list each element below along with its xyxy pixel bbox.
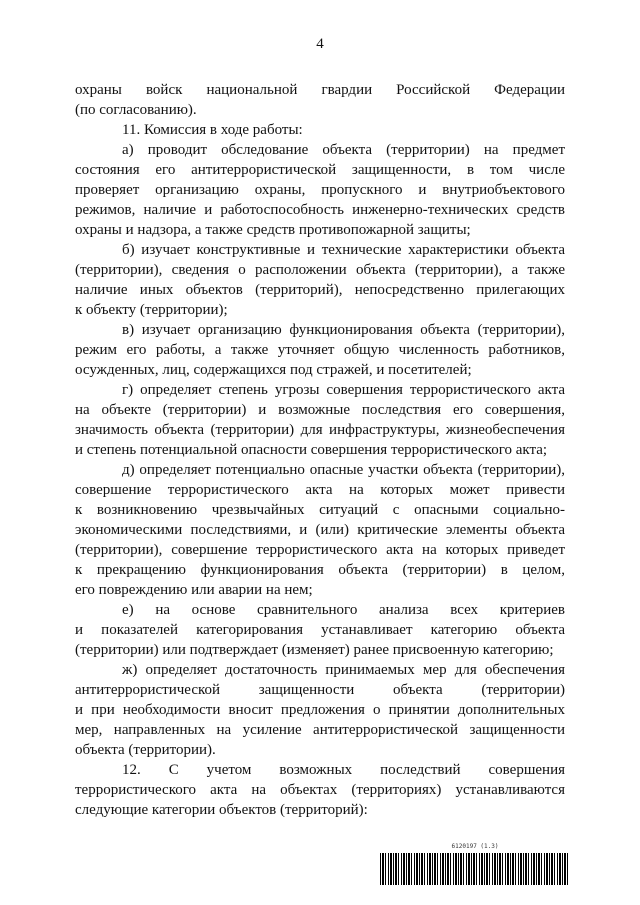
text-line: (территории), сведения о расположении объекта (территории), а также xyxy=(75,262,565,278)
text-line: ж) определяет достаточность принимаемых мер для обеспечения xyxy=(122,662,565,678)
text-line: охраны и надзора, а также средств противопожарной защиты; xyxy=(75,222,471,238)
text-line: и показателей категорирования устанавливает категорию объекта xyxy=(75,622,565,638)
barcode-caption: 6120197 (1.3) xyxy=(451,843,499,850)
text-line: объекта (территории). xyxy=(75,742,216,758)
text-line: проверяет организацию охраны, пропускного и внутриобъектового xyxy=(75,182,565,198)
text-line: мер, направленных на усиление антитеррористической защищенности xyxy=(75,722,565,738)
text-line: (территории), совершение террористического акта на которых приведет xyxy=(75,542,565,558)
text-line: совершение террористического акта на которых может привести xyxy=(75,482,565,498)
text-line: экономическими последствиями, и (или) критические элементы объекта xyxy=(75,522,565,538)
text-line: г) определяет степень угрозы совершения террористического акта xyxy=(122,382,565,398)
text-line: состояния его антитеррористической защищенности, в том числе xyxy=(75,162,565,178)
barcode-image xyxy=(380,853,570,885)
text-line: в) изучает организацию функционирования объекта (территории), xyxy=(122,322,565,338)
text-line: 12. С учетом возможных последствий совершения xyxy=(122,762,565,778)
text-line: (территории) или подтверждает (изменяет) ранее присвоенную категорию; xyxy=(75,642,554,658)
text-line: его повреждению или аварии на нем; xyxy=(75,582,313,598)
text-line: режимов, наличие и работоспособность инженерно-технических средств xyxy=(75,202,565,218)
text-line: охраны войск национальной гвардии Российской Федерации xyxy=(75,82,565,98)
text-line: б) изучает конструктивные и технические характеристики объекта xyxy=(122,242,565,258)
text-line: наличие иных объектов (территорий), непосредственно прилегающих xyxy=(75,282,565,298)
text-line: и степень потенциальной опасности совершения террористического акта; xyxy=(75,442,548,458)
text-line: д) определяет потенциально опасные участки объекта (территории), xyxy=(122,462,565,478)
text-line: осужденных, лиц, содержащихся под стражей, и посетителей; xyxy=(75,362,472,378)
text-line: значимость объекта (территории) для инфраструктуры, жизнеобеспечения xyxy=(75,422,565,438)
text-line: на объекте (территории) и возможные последствия его совершения, xyxy=(75,402,565,418)
text-line: антитеррористической защищенности объекта (территории) xyxy=(75,682,565,698)
text-line: режим его работы, а также уточняет общую численность работников, xyxy=(75,342,565,358)
barcode-block xyxy=(380,843,570,887)
page-number: 4 xyxy=(316,36,324,52)
text-line: (по согласованию). xyxy=(75,102,197,118)
document-body xyxy=(75,80,565,820)
text-line: к объекту (территории); xyxy=(75,302,228,318)
text-line: к возникновению чрезвычайных ситуаций с опасными социально- xyxy=(75,502,565,518)
text-line: е) на основе сравнительного анализа всех критериев xyxy=(122,602,565,618)
text-line: 11. Комиссия в ходе работы: xyxy=(122,122,303,138)
text-line: к прекращению функционирования объекта (территории) в целом, xyxy=(75,562,565,578)
text-line: следующие категории объектов (территорий): xyxy=(75,802,368,818)
text-line: и при необходимости вносит предложения о принятии дополнительных xyxy=(75,702,565,718)
text-line: а) проводит обследование объекта (территории) на предмет xyxy=(122,142,565,158)
text-line: террористического акта на объектах (территориях) устанавливаются xyxy=(75,782,565,798)
